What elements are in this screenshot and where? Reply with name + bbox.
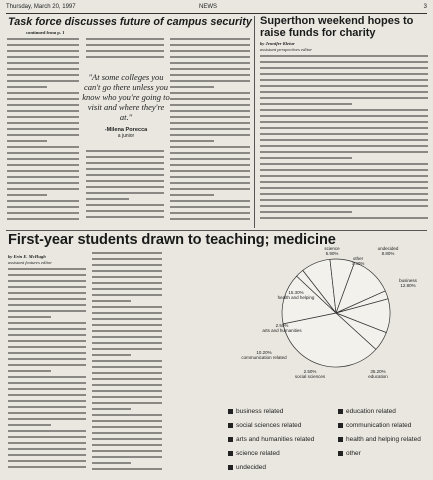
section-divider bbox=[6, 230, 427, 231]
legend-other: other bbox=[338, 450, 361, 457]
superthon-body bbox=[260, 55, 428, 227]
pie-label-undecided-small: undecided 8.80% bbox=[377, 246, 399, 256]
task-force-headline: Task force discusses future of campus security bbox=[8, 16, 252, 28]
masthead bbox=[6, 3, 427, 14]
legend-social-sciences: social sciences related bbox=[228, 422, 301, 429]
continued-line: continued from p. 1 bbox=[26, 30, 65, 35]
pie-label-science: science 5.90% bbox=[324, 246, 340, 256]
pie-label-business: business 12.80% bbox=[399, 278, 417, 288]
pie-label-communication: 2.50% social sciences bbox=[294, 369, 326, 379]
legend-science: science related bbox=[228, 450, 280, 457]
students-headline: First-year students drawn to teaching; medicine bbox=[8, 232, 336, 248]
legend-undecided: undecided bbox=[228, 464, 266, 471]
legend-arts: arts and humanities related bbox=[228, 436, 314, 443]
task-force-col2-bottom bbox=[86, 150, 164, 226]
pull-quote bbox=[82, 72, 170, 139]
task-force-col1 bbox=[7, 38, 79, 226]
legend-business: business related bbox=[228, 408, 283, 415]
pull-quote-author: -Milena Porecca bbox=[104, 127, 148, 133]
section-name: NEWS bbox=[199, 4, 217, 10]
legend-education: education related bbox=[338, 408, 396, 415]
superthon-headline: Superthon weekend hopes to raise funds for charity bbox=[260, 15, 414, 39]
students-byline: by Erin E. McHugh bbox=[8, 254, 46, 259]
superthon-byline-role: assistant perspectives editor bbox=[260, 47, 313, 52]
students-col1 bbox=[8, 268, 86, 476]
legend-health: health and helping related bbox=[338, 436, 421, 443]
page-number: 3 bbox=[423, 4, 427, 10]
pie-label-social: 2.50% arts and humanities bbox=[262, 323, 302, 333]
pie-label-health: 15.30% health and helping bbox=[277, 290, 315, 300]
task-force-col2-top bbox=[86, 38, 164, 66]
superthon-byline: by Jennifer Kleiur bbox=[260, 41, 295, 46]
pie-label-other: other 7.40% bbox=[351, 256, 365, 266]
pull-quote-role: a junior bbox=[117, 133, 135, 139]
column-rule bbox=[254, 16, 255, 228]
pie-label-arts: 10.20% communication related bbox=[241, 350, 287, 360]
students-byline-role: assistant features editor bbox=[8, 260, 52, 265]
pull-quote-text: "At some colleges you can't go there unless you know who you're going to visit and where they're at." bbox=[82, 72, 170, 122]
task-force-col3 bbox=[170, 38, 250, 226]
students-col2 bbox=[92, 252, 162, 476]
issue-date: Thursday, March 20, 1997 bbox=[6, 4, 76, 10]
legend-communication: communication related bbox=[338, 422, 411, 429]
pie-label-undecided: 35.20% education bbox=[368, 369, 388, 379]
